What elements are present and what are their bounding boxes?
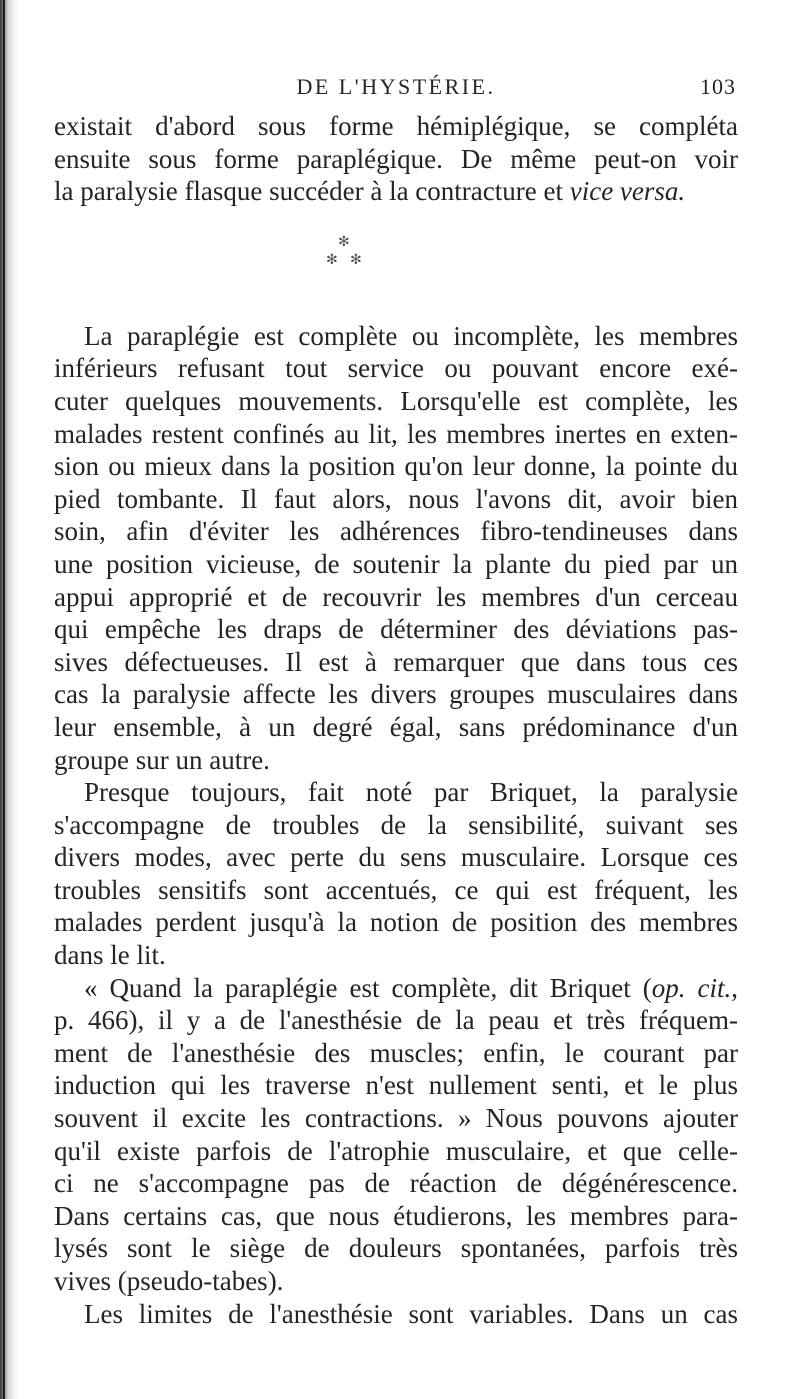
text-line: inférieurs refusant tout service ou pouvant encore exé- (54, 353, 738, 384)
book-page (54, 74, 738, 1330)
text-fragment: « Quand la paraplégie est complète, dit Briquet ( (84, 972, 652, 1003)
running-title: DE L'HYSTÉRIE. (296, 74, 496, 99)
text-line: Dans certains cas, que nous étudierons, les membres para- (54, 1200, 738, 1231)
text-line: Presque toujours, fait noté par Briquet, la paralysie (84, 777, 738, 808)
text-line (54, 972, 738, 1005)
book-binding-line (3, 0, 5, 1399)
text-line: Les limites de l'anesthésie sont variables. Dans un cas (84, 1298, 738, 1329)
paragraph-1 (54, 110, 738, 208)
text-line: lysés sont le siège de douleurs spontanées, parfois très (54, 1233, 738, 1264)
text-fragment: la paralysie flasque succéder à la contracture et (54, 176, 570, 207)
italic-citation: op. cit. (651, 972, 732, 1003)
text-line: souvent il excite les contractions. » Nous pouvons ajouter (54, 1103, 738, 1134)
text-line: pied tombante. Il faut alors, nous l'avons dit, avoir bien (54, 483, 738, 514)
text-line: sion ou mieux dans la position qu'on leur donne, la pointe du (54, 451, 738, 482)
page-number: 103 (700, 74, 736, 99)
text-line: soin, afin d'éviter les adhérences fibro-tendineuses dans (54, 516, 738, 547)
section-ornament (54, 208, 738, 320)
text-line: leur ensemble, à un degré égal, sans prédominance d'un (54, 711, 738, 742)
text-line (54, 175, 738, 208)
italic-phrase: vice versa. (569, 176, 686, 207)
text-line: malades perdent jusqu'à la notion de position des membres (54, 907, 738, 938)
asterism-star-icon: ✻ (350, 251, 362, 268)
text-line: malades restent confinés au lit, les membres inertes en exten- (54, 418, 738, 449)
paragraph-3 (54, 776, 738, 972)
paragraph-5 (54, 1298, 738, 1331)
text-line: induction qui les traverse n'est nullement senti, et le plus (54, 1070, 738, 1101)
text-line: s'accompagne de troubles de la sensibilité, suivant ses (54, 809, 738, 840)
text-line: La paraplégie est complète ou incomplète, les membres (84, 320, 738, 351)
text-line: troubles sensitifs sont accentués, ce qui est fréquent, les (54, 874, 738, 905)
text-line: vives (pseudo-tabes). (54, 1266, 284, 1296)
paragraph-4 (54, 972, 738, 1298)
text-line: ensuite sous forme paraplégique. De même peut-on voir (54, 143, 738, 174)
text-line: cuter quelques mouvements. Lorsqu'elle est complète, les (54, 385, 738, 416)
text-line: qu'il existe parfois de l'atrophie musculaire, et que celle- (54, 1135, 738, 1166)
text-fragment: , (731, 972, 738, 1003)
text-line: ci ne s'accompagne pas de réaction de dégénérescence. (54, 1168, 738, 1199)
text-line: divers modes, avec perte du sens musculaire. Lorsque ces (54, 842, 738, 873)
page-header (54, 74, 738, 110)
asterism-star-icon: ✻ (338, 233, 350, 250)
paragraph-2 (54, 320, 738, 776)
text-line: appui approprié et de recouvrir les membres d'un cerceau (54, 581, 738, 612)
text-line: cas la paralysie affecte les divers groupes musculaires dans (54, 679, 738, 710)
text-line: existait d'abord sous forme hémiplégique, se compléta (54, 111, 738, 141)
text-line: qui empêche les draps de déterminer des déviations pas- (54, 614, 738, 645)
text-line: groupe sur un autre. (54, 744, 270, 775)
text-line: p. 466), il y a de l'anesthésie de la peau et très fréquem- (54, 1005, 738, 1036)
text-line: sives défectueuses. Il est à remarquer que dans tous ces (54, 646, 738, 677)
text-line: une position vicieuse, de soutenir la plante du pied par un (54, 548, 738, 579)
text-line: dans le lit. (54, 940, 166, 971)
text-line: ment de l'anesthésie des muscles; enfin, le courant par (54, 1037, 738, 1068)
asterism-star-icon: ✻ (326, 251, 338, 268)
